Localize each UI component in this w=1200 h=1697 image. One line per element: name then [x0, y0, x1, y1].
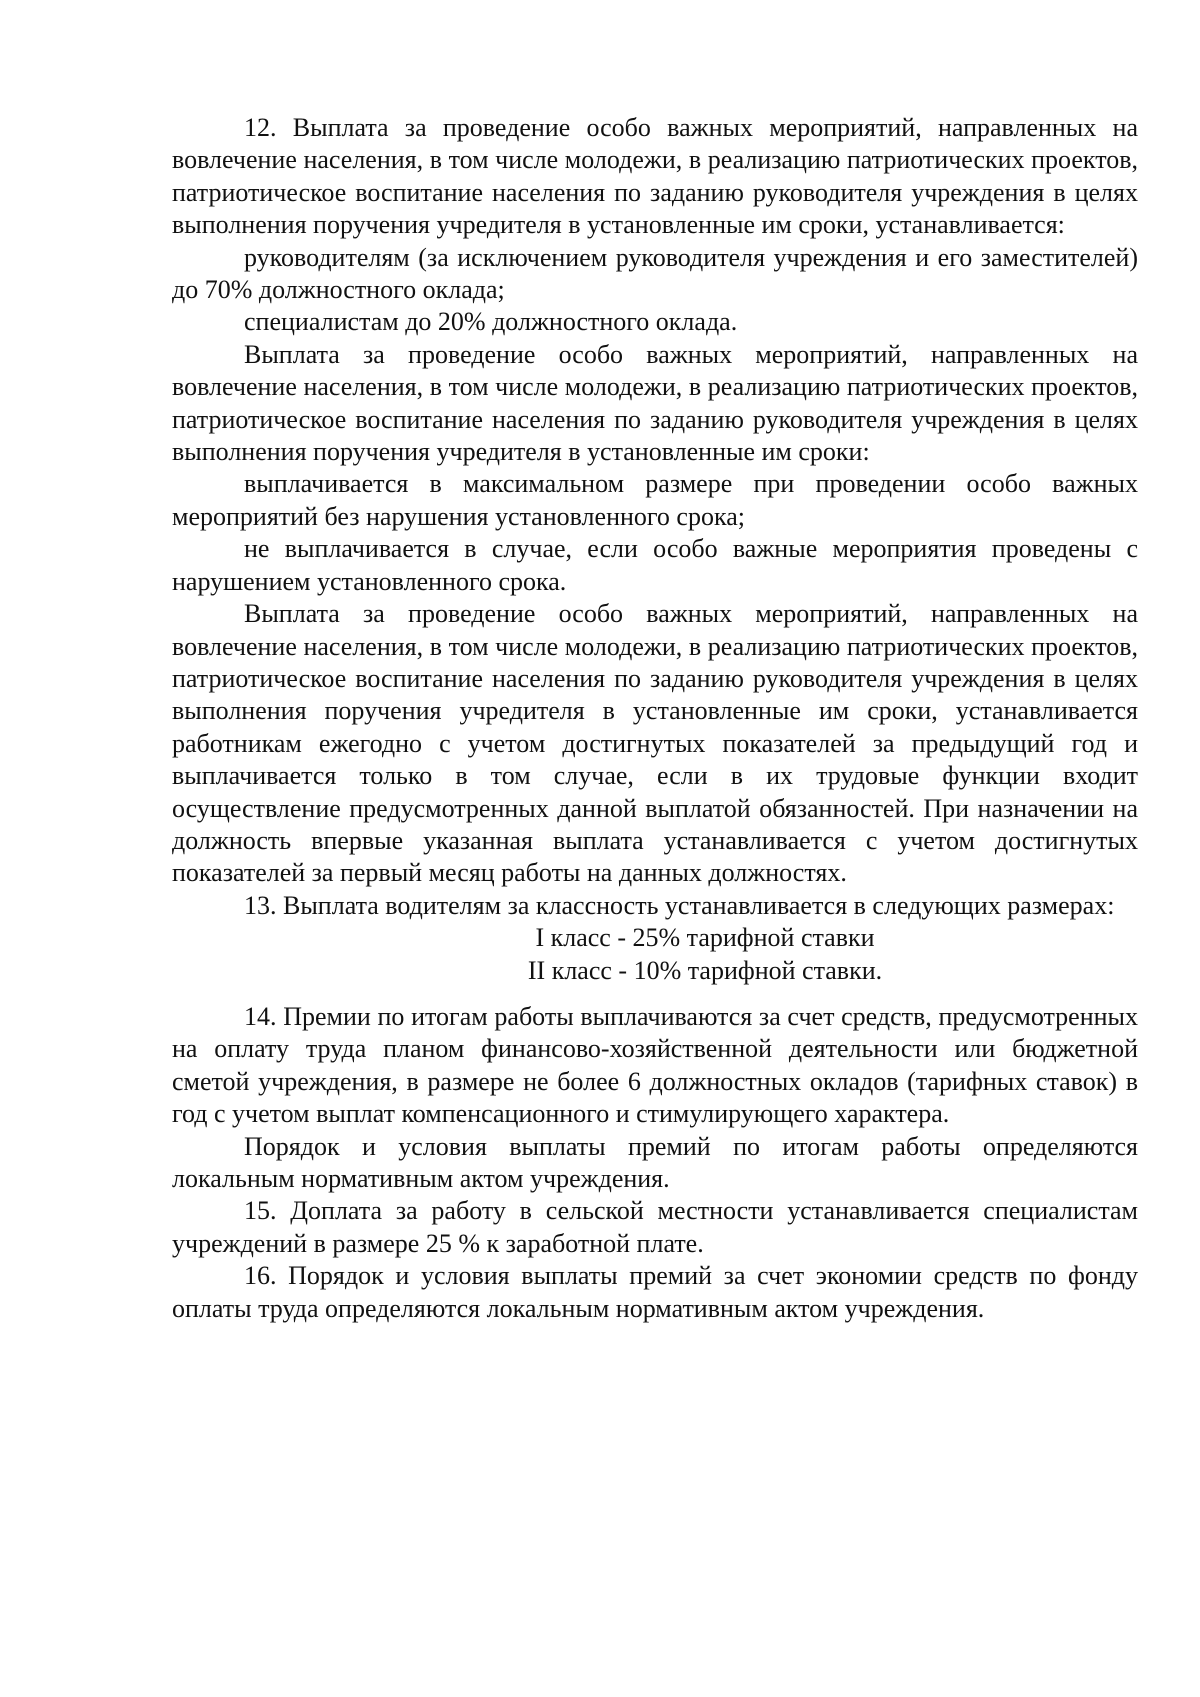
class-2-rate: II класс - 10% тарифной ставки.: [527, 955, 883, 985]
class-1-rate: I класс - 25% тарифной ставки: [535, 923, 875, 953]
paragraph-managers: руководителям (за исключением руководителя учреждения и его заместителей) до 70% должностного оклада;: [172, 242, 1138, 305]
paragraph-specialists: специалистам до 20% должностного оклада.: [244, 307, 738, 337]
paragraph-paid-max: выплачивается в максимальном размере при проведении особо важных мероприятий без нарушения установленного срока;: [172, 469, 1138, 531]
paragraph-14: 14. Премии по итогам работы выплачиваются за счет средств, предусмотренных на оплату труда планом финансово-хозяйственной деятельности или бюджетной сметой учреждения, в размере не более 6 должностных окладов (тарифных ставок) в год с учетом выплат компенсационного и стимулирующего характера.: [172, 1001, 1138, 1129]
paragraph-not-paid: не выплачивается в случае, если особо важные мероприятия проведены с нарушением установленного срока.: [172, 534, 1138, 596]
document-page: [172, 112, 1138, 1325]
paragraph-12: 12. Выплата за проведение особо важных мероприятий, направленных на вовлечение населения, в том числе молодежи, в реализацию патриотических проектов, патриотическое воспитание населения по заданию руководителя учреждения в целях выполнения поручения учредителя в установленные им сроки, устанавливается:: [172, 113, 1138, 240]
paragraph-16: 16. Порядок и условия выплаты премий за счет экономии средств по фонду оплаты труда определяются локальным нормативным актом учреждения.: [172, 1261, 1138, 1323]
paragraph-15: 15. Доплата за работу в сельской местности устанавливается специалистам учреждений в размере 25 % к заработной плате.: [172, 1196, 1138, 1258]
spacer: [172, 987, 1138, 1001]
paragraph-payment-conditions: Выплата за проведение особо важных мероприятий, направленных на вовлечение населения, в том числе молодежи, в реализацию патриотических проектов, патриотическое воспитание населения по заданию руководителя учреждения в целях выполнения поручения учредителя в установленные им сроки:: [172, 339, 1138, 467]
paragraph-annual-payment: Выплата за проведение особо важных мероприятий, направленных на вовлечение населения, в том числе молодежи, в реализацию патриотических проектов, патриотическое воспитание населения по заданию руководителя учреждения в целях выполнения поручения учредителя в установленные им сроки, устанавливается работникам ежегодно с учетом достигнутых показателей за предыдущий год и выплачивается только в том случае, если в их трудовые функции входит осуществление предусмотренных данной выплатой обязанностей. При назначении на должность впервые указанная выплата устанавливается с учетом достигнутых показателей за первый месяц работы на данных должностях.: [172, 599, 1138, 888]
paragraph-13: 13. Выплата водителям за классность устанавливается в следующих размерах:: [244, 890, 1115, 920]
paragraph-bonus-procedure: Порядок и условия выплаты премий по итогам работы определяются локальным нормативным актом учреждения.: [172, 1131, 1138, 1193]
